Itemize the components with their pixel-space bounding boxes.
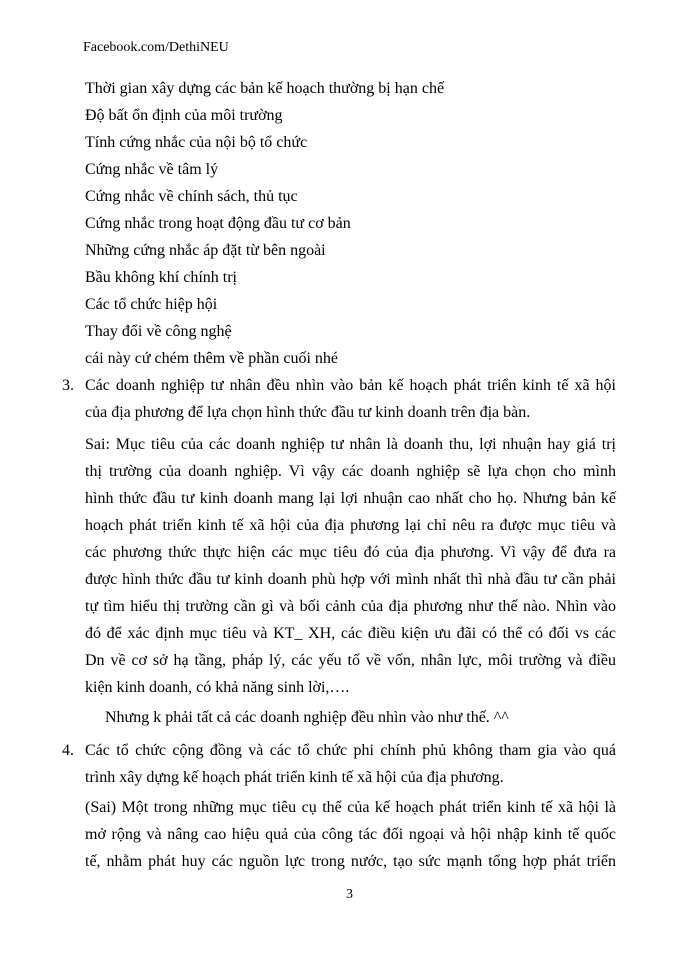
answer-line: được hình thức đầu tư kinh doanh phù hợp với mình nhất thì nhà đầu tư cần phải — [85, 571, 616, 588]
question-number: 3. — [62, 377, 74, 394]
question-text-line: trình xây dựng kế hoạch phát triển kinh tế xã hội của địa phương. — [85, 769, 504, 786]
list-item: Thời gian xây dựng các bản kế hoạch thường bị hạn chế — [85, 80, 445, 97]
answer-line: tự tìm hiểu thị trường cần gì và bối cảnh của địa phương như thế nào. Nhìn vào — [85, 598, 616, 615]
list-item: Những cứng nhắc áp đặt từ bên ngoài — [85, 242, 326, 259]
list-item: Thay đổi về công nghệ — [85, 323, 232, 340]
answer-line: đó để xác định mục tiêu và KT_ XH, các điều kiện ưu đãi có thể có đối vs các — [85, 625, 616, 642]
list-item: cái này cứ chém thêm về phần cuối nhé — [85, 350, 339, 367]
question-text-line: Các doanh nghiệp tư nhân đều nhìn vào bản kế hoạch phát triển kinh tế xã hội — [85, 377, 616, 394]
answer-note: Nhưng k phải tất cả các doanh nghiệp đều nhìn vào như thế. ^^ — [105, 709, 509, 726]
answer-line: tế, nhằm phát huy các nguồn lực trong nước, tạo sức mạnh tổng hợp phát triển — [85, 853, 616, 870]
answer-line: (Sai) Một trong những mục tiêu cụ thể của kế hoạch phát triển kinh tế xã hội là — [85, 799, 616, 816]
list-item: Bầu không khí chính trị — [85, 269, 237, 286]
answer-line: mở rộng và nâng cao hiệu quả của công tác đối ngoại và hội nhập kinh tế quốc — [85, 826, 616, 843]
page-number: 3 — [346, 887, 353, 902]
list-item: Cứng nhắc trong hoạt động đầu tư cơ bản — [85, 215, 351, 232]
page-header: Facebook.com/DethiNEU — [83, 40, 229, 55]
question-number: 4. — [62, 742, 74, 759]
question-text-line: của địa phương để lựa chọn hình thức đầu tư kinh doanh trên địa bàn. — [85, 404, 531, 421]
answer-line: hoạch phát triển kinh tế xã hội của địa phương lại chỉ nêu ra được mục tiêu và — [85, 517, 616, 534]
answer-line: Sai: Mục tiêu của các doanh nghiệp tư nhân là doanh thu, lợi nhuận hay giá trị — [85, 436, 616, 453]
answer-line: kiện kinh doanh, có khả năng sinh lời,…. — [85, 679, 350, 696]
answer-line: hình thức đầu tư kinh doanh mang lại lợi nhuận cao nhất cho họ. Nhưng bản kế — [85, 490, 616, 507]
question-text-line: Các tổ chức cộng đồng và các tổ chức phi chính phủ không tham gia vào quá — [85, 742, 616, 759]
answer-line: các phương thức thực hiện các mục tiêu đó của địa phương. Vì vậy để đưa ra — [85, 544, 616, 561]
answer-line: Dn về cơ sở hạ tầng, pháp lý, các yếu tố về vốn, nhân lực, môi trường và điều — [85, 652, 616, 669]
list-item: Cứng nhắc về tâm lý — [85, 161, 219, 178]
answer-line: thị trường của doanh nghiệp. Vì vậy các doanh nghiệp sẽ lựa chọn cho mình — [85, 463, 616, 480]
list-item: Tính cứng nhắc của nội bộ tổ chức — [85, 134, 308, 151]
list-item: Cứng nhắc về chính sách, thủ tục — [85, 188, 298, 205]
list-item: Độ bất ổn định của môi trường — [85, 107, 283, 124]
list-item: Các tổ chức hiệp hội — [85, 296, 218, 313]
